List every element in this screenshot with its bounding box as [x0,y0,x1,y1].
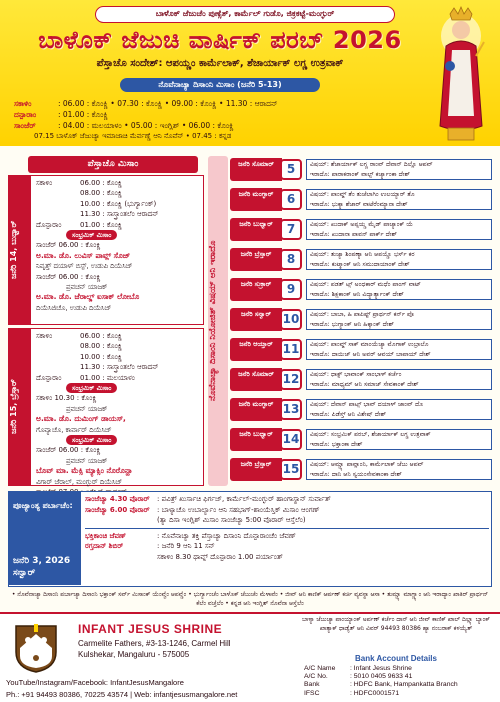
novena-day-5: ಜನೆರಿ ಸೊಮಾರ್ 5 ವಿಷಯ್: ಶೆಜಾರ್ಯಾಕ್ ಲಗ್ಣ ರಾಂವ್ ದೆವಾನ್ ದಿಲ್ಲೊ ಆಪವ್ ಇರಾದೊ: ಪಾರಾಕರಾಂಕ್ ವಾಲ್ಟ್ ಕರ್ಚ್ಯಾಂಕಾ ದೇಶ್ [230,158,492,181]
shrine-name: INFANT JESUS SHRINE [78,622,223,636]
conclusion-date: ಜನೆರಿ 3, 2026 ಸನ್ವಾರ್ [13,556,71,578]
mass-row: ಸಕಾಳಿಂ 10.30 : ಕೊಂಕ್ಣಿ [36,394,97,403]
mass-row: 11.30 : ಸಾಸ್ತ್ರಾಂತಲೆಂ ಆರಾದನ್ [80,210,159,219]
mass-row: ಸಾಂಜೆರ್ 06.00 : ಕೊಂಕ್ಣಿ [36,272,101,281]
celebrant-name: ಬೊವ್ ಮಾ. ಮೆಕ್ಸಿ ಮ್ಯಾಕ್ಸಿಂ ನೊರೊನ್ಹಾ [36,466,133,476]
conclusion-row: (ತ್ಯಾ ದಿಸಾ ಇಂಗ್ಲಿಶ್ ಮಿಸಾಂ ಸಾಂಜೆಚ್ಯಾ 5:00 ವೊರಾರ್ ಆಸ್ತೆಲೆಂ) [157,516,306,524]
celebrant-role: ನಿವೃತ್ತ್ ದಯಾಳ್ ಬಿಸ್ಪ್, ಉಡುಪಿ ದಿಯೆಸಿಜ್ [36,262,133,271]
contact-info: Ph.: +91 94493 80386, 70225 43574 | Web: infantjesusmangalore.net [6,690,238,699]
mass-row: 08.00 : ಕೊಂಕ್ಣಿ [80,342,123,351]
novena-day-7: ಜನೆರಿ ಬುಧ್ವಾರ್ 7 ವಿಷಯ್: ಖುದಾಕ್ ಅಪ್ಪಯ್ಣ ಮೈಡ್ ಪಾಚ್ಯಾಂಕ್ ಯೆ ಇರಾದೊ: ಖುದಾನಾ ಪಾವನ್ ಪಾರ್ಕ್ ದೇಶ್ [230,218,492,241]
conclusion-row: ರಗ್ತದಾನ್ ಶಿಬಿರ್ : ಜನೆರಿ 9 ಆನಿ 11 ಸನ್ [85,542,215,550]
schedule-row: ಸಾಂಜೆರ್ : 04.00 : ಮಲಯಾಳಂ • 05.00 : ಇಂಗ್ಲಿಶ್ • 06.00 : ಕೊಂಕ್ಣಿ [14,121,234,130]
preacher-label: ಪ್ರವಚನ್ ಯಾಜಕ್ [66,456,108,465]
mass-row: ದೊನ್ಪಾರಾಂ 01.00 : ಕೊಂಕ್ಣಿ [36,220,123,229]
conclusion-box [8,491,492,587]
solemn-mass-badge: ಸಂಭ್ರಮಿಕ್ ಮಿಸಾಂ [66,383,117,393]
solemn-mass-badge: ಸಂಭ್ರಮಿಕ್ ಮಿಸಾಂ [66,230,117,240]
feast-day-label: ಜನೆರಿ 15, ಬ್ರೆಸ್ತಾರ್ [9,329,31,485]
shrine-address: Carmelite Fathers, #3-13-1246, Carmel Hill Kulshekar, Mangaluru - 575005 [78,639,231,659]
celebrant-role: ದಿಯೆಸಿಜಿಚೊ, ಉಡುಪಿ ದಿಯೆಸಿಜ್ [36,303,112,312]
schedule-row: ಸಕಾಳಿಂ : 06.00 : ಕೊಂಕ್ಣಿ • 07.30 : ಕೊಂಕ್ಣಿ • 09.00 : ಕೊಂಕ್ಣಿ • 11.30 : ಆರಾದನ್ [14,99,278,108]
schedule-extra: 07.15 ಬಾಳೊಕ್ ಜೆಜುಚ್ಯಾ ಇಮಾಜಾಚಿ ಮೆರ್ವಣ್ಣೆ ಆನಿ ನೊವೆನ್ • 07.45 : ಕನ್ನಡ [34,132,232,140]
feast-theme: ಪೆಸ್ತಾಚೊ ಸಂದೇಶ್: ಆಪಯ್ಣಂ ಕಾರ್ಮೆಲಾಕ್, ಶೆಜಾರ್ಯಾಕ್ ಲಗ್ಣ ಉತ್ರವಾಕ್ [96,58,344,69]
celebrant-name: ಅ.ಮಾ. ಡೊ. ದುಮಿಂಗ್ ಡಾಯಸ್, [36,414,126,424]
novena-day-11: ಜನೆರಿ ಆಯ್ತಾರ್ 11 ವಿಷಯ್: ಪಾಂವ್ಡ್ ಸಾಕ್ ಮಾಂಯೆಚ್ಯಾ ಮೊಗಾಕ್ ಉಬ್ರಾಲೊ ಇರಾದೊ: ದಾಯಿಜ್ ಆನಿ ಅವರ್ ಆವಯ್ ಬಾಪಾಯ್ ದೇಶ್ [230,338,492,361]
mass-row: ಸಕಾಳಿಂ 06.00 : ಕೊಂಕ್ಣಿ [36,179,123,187]
feast-day-15 [8,328,204,486]
mass-row: 10.00 : ಕೊಂಕ್ಣಿ (ಭುರ್ಗ್ಯಾಂಕ್) [80,199,157,208]
bank-details [304,665,458,698]
novena-day-10: ಜನೆರಿ ಸನ್ವಾರ್ 10 ವಿಷಯ್: ಬಾಬಾ, ಹಿ ಪಾಪಿಷ್ಟ್ ಪ್ರಾರ್ಥನ್ ಕರ್ನ್ ಪೊ ಇರಾದೊ: ಭುಗ್ಯಾಂಕ್ ಆನಿ ಹಿಕ್ಕಾಂಕ್ ದೇಶ್ [230,308,492,331]
feast-day-14 [8,175,204,325]
novena-day-14: ಜನೆರಿ ಬುಧ್ವಾರ್ 14 ವಿಷಯ್: ಸಂಭ್ರಮಿಕ್ ಪರಬ್, ಶೆಜಾರ್ಯಾಕ್ ಲಗ್ಣ ಉತ್ರವಾಕ್ ಇರಾದೊ: ಭಕ್ತಾಂಕಾ ದೇಶ್ [230,428,492,451]
poster-title: ಬಾಳೊಕ್ ಜೆಜುಚಿ ವಾರ್ಷಿಕ್ ಪರಬ್ 2026 [38,26,402,54]
novena-day-15: ಜನೆರಿ ಬ್ರೆಸ್ತಾರ್ 15 ವಿಷಯ್: ಆಮ್ಚ್ಯಾ ಪಾವ್ಲಾಂನಿ, ಕಾರ್ಮೆಲಾಕ್ ಜೆಜು ಆಪವ್ ಇರಾದೊ: ದಾನಿ ಆನಿ ಸ್ವಯಂಸೇವಕಾಂಕಾ ದೇಶ್ [230,458,492,481]
novena-schedule [14,98,434,142]
notes-text: • ನೊವೆನಾಚ್ಯಾ ದಿಸಾಂನಿ ಪರ್ಬಾಚ್ಯಾ ದಿಸಾಂನಿ ಭಕ್ತಾಂಕ್ ಸರ್ವ್ ಮಿಸಾಂಕ್ ಯೆಂವ್ಚೆಂ ಆಪವ್ಣೆಂ • ಭುರ್ಗ್ಯಾಂಚೆಂ ಬಾಳೊಕ್ ಜೆಜುಚೆಂ ಮೆಳಾವೆಂ • ಜೀವ್ ಆನಿ ಕಾಣಿಕ್ ಆರ್ಪಣ್ ಕರ್ಚಿ ವ್ಯವಸ್ಥಾ ಆಸಾ • ತುಮ್ಚ್ಯಾ ಮಾಗ್ಣ್ಯಾಂ ಆನಿ ಇರಾದ್ಯಾಂ ಖಾತಿರ್ ಪ್ರಾರ್ಥನ್ ಕೆಲೆಂ ವಚ್ತೆಲೆಂ • ಕನ್ನಡ ಆನಿ ಇಂಗ್ಲಿಶ್ ನೊವೆನಾ ಆಸ್ತೆಲೆಂ [11,591,489,607]
mass-row: ಸಕಾಳಿಂ 06.00 : ಕೊಂಕ್ಣಿ [36,332,123,340]
mass-row: 10.00 : ಕೊಂಕ್ಣಿ [80,352,123,361]
donation-note: ಬಾಳ್ಯಾ ಜೆಜುಚ್ಯಾ ಪಾಂಯ್ಯಾಂಕ್ ಅರ್ಪಣ್ ಕರ್ಚೆಂ ದಾನ್ ಆನಿ ಜೀವ್ ಕಾಣಿಕ್ ಖಾಲ್ ದಿಲ್ಲ್ಯಾ ಬ್ಯಾಂಕ್ ಖಾತ್ಯಾಕ್ ಧಾಡ್ಯೆತ್ ಆನಿ ವಿವರ್ 94493 80386 ಹ್ಯಾ ನಂಬರಾಕ್ ಕಳಯ್ಯೆತ್ [302,616,490,632]
feast-mass-heading: ಪೆಸ್ತಾಚೊ ಮಿಸಾಂ [28,156,198,173]
solemn-mass-badge: ಸಂಭ್ರಮಿಕ್ ಮಿಸಾಂ [66,435,117,445]
feast-day-label: ಜನೆರಿ 14, ಬುಧ್ವಾರ್ [9,176,31,324]
celebrant-name: ಅ.ಮಾ. ಡೊ. ಜೆರಾಲ್ಡ್ ಐಸಾಕ್ ಲೋಬೊ [36,292,140,302]
novena-day-12: ಜನೆರಿ ಸೊಮಾರ್ 12 ವಿಷಯ್: ಧಾಕ್ಟ್ ಭಾವಾಂಕ್ ಸಾಂಭಾಳ್ ಕರ್ಚೆಂ ಇರಾದೊ: ಮಾಧ್ಯಮ್ ಆನಿ ಸಮಾಜ್ ಸೇವಕಾಂಕ್ ದೇಶ್ [230,368,492,391]
novena-mass-band: ನೊವೆನಾಚ್ಯಾ ದಿಸಾಂನಿ ಮಿಸಾಂ (ಜನೆರಿ 5-13) [120,78,320,92]
celebrant-role: ವಿಗಾರ್ ಜೆರಾಲ್, ಮಂಗ್ಳುರ್ ದಿಯೆಸಿಜ್ [36,477,123,486]
novena-day-8: ಜನೆರಿ ಬ್ರೆಸ್ತಾರ್ 8 ವಿಷಯ್: ತುಜ್ಯಾ ಶಿಂಪಣ್ಯಾ ಆನಿ ಆಪಯ್ಣೊ ಭರ್ಸ್ ಕರ ಇರಾದೊ: ಕುಟ್ಮಾಂಕ್ ಆನಿ ಸಮುದಾಯಾಂಕ್ ದೇಶ್ [230,248,492,271]
divider [85,528,489,529]
novena-day-13: ಜನೆರಿ ಮಂಗ್ಳಾರ್ 13 ವಿಷಯ್: ದೆವಾನ್ ಪಾಟ್ಸ್ ಭಾವ್ ದಯಾಳ್ ಜಾಂವ್ ದೊ ಇರಾದೊ: ಪಿಡೆಸ್ತ್ ಆನಿ ವಿಶೇಷ್ ದೇಶ್ [230,398,492,421]
schedule-row: ದನ್ಪಾರಾಂ : 01.00 : ಕೊಂಕ್ಣಿ [14,110,109,119]
conclusion-row: ಸಕಾಳಿಂ 8.30 ಥಾವ್ನ್ ದೊನ್ಪಾರಾಂ 1.00 ಪರ್ಯಾಂತ್ [157,552,283,561]
carmel-logo-icon [10,622,62,674]
infant-jesus-statue-icon [428,6,494,144]
bank-row: Bank : HDFC Bank, Hampankatta Branch [304,681,458,689]
bank-row: IFSC : HDFC0001571 [304,689,400,697]
novena-day-9: ಜನೆರಿ ಸುಕ್ರಾರ್ 9 ವಿಷಯ್: ಪಡತ್ ಟ್ಸ್ ಅಂಧಕಾರ್ ಮಧೆಂ ಪಾಂಗ್ ವಾಟ್ ಇರಾದೊ: ಶಿಕ್ಷಕಾಂಕ್ ಆನಿ ವಿದ್ಯಾರ್ತ್ಯಾಂಕ್ ದೇಶ್ [230,278,492,301]
bank-row: A/C No. : 5010 0405 9633 41 [304,673,413,681]
novena-day-6: ಜನೆರಿ ಮಂಗ್ಳಾರ್ 6 ವಿಷಯ್: ಪಾಂವ್ಡ್ ತೆಂ ತುಜೆಲಾಗಿಂ ಉಲಯ್ಯಾರ್ ತೊ ಇರಾದೊ: ಭುಕ್ಯಾ ಶೆಜಾರ್ ವಾಟೆರೆಂಮ್ಯಾನಾ ದೇಶ್ [230,188,492,211]
preacher-label: ಪ್ರವಚನ್ ಯಾಜಕ್ [66,404,108,413]
mass-row: 08.00 : ಕೊಂಕ್ಣಿ [80,189,123,198]
footer [0,612,500,702]
conclusion-row: ಸಾಂಜೆಚ್ಯಾ 4.30 ವೊರಾರ್ : ಪವಿತ್ರ್ ಖುರ್ಸಾಚಿ ಫಿರ್ಗಜ್, ಕಾರ್ಮೆಲ್-ಮಂಗ್ಳುರ್ ಹಾಂಗಾಸ್ಥಾನ್ ಸುರ್ವಾತ್ [85,495,331,503]
mass-row: 11.30 : ಸಾಸ್ತ್ರಾಂತಲೆಂ ಆರಾದನ್ [80,363,159,372]
mass-row: ಸಾಂಜೆರ್ 06.00 : ಕೊಂಕ್ಣಿ [36,446,101,455]
preacher-label: ಪ್ರವಚನ್ ಯಾಜಕ್ [66,283,108,292]
bank-title: Bank Account Details [355,654,437,663]
conclusion-heading: ಪೂಜ್ಯಾಂತ್ಯ ಪರ್ಬಾಚೆಂ: ಜನೆರಿ 3, 2026 ಸನ್ವಾರ್ [9,492,81,585]
conclusion-row: ಭಕ್ತಿಕಾಂಚಿ ಜೆವಣ್ : ನೊವೆನಾಚ್ಯಾ ತಕ್ತಿ ಪೆಸ್ತಾಚ್ಯಾ ದಿಸಾಂನಿ ದೊನ್ಪಾರಾಂಚೆಂ ಜೆವಣ್ [85,531,296,540]
celebrant-name: ಅ.ಮಾ. ಡೊ. ಲುವಿಸ್ ಪಾವ್ಲ್ ಸೊಜ್ [36,250,131,260]
poster-header [0,0,500,146]
novena-themes-banner: ನೊವೆನಾಚ್ಯಾ ದಿಸಾಂನಿ ನಿಯೋಜಿತ್ ವಿಷಯ್ ಆನಿ ಇರಾದೊ [208,156,228,486]
conclusion-row: ಸಾಂಜೆಚ್ಯಾ 6.00 ವೊರಾರ್ : ಬಾಳ್ಯಾಚೊ ಉಬಾರ್ಲ್ಯಾಂ ಆನಿ ಸಹಭಾಗ್-ಶಾಂಯೆಸ್ತಿಕ್ ಮಿಸಾಂ ಆಂಗಣ್ [85,505,320,514]
mass-row: ಸಾಂಜೆರ್ 06.00 : ಕೊಂಕ್ಣಿ [36,241,101,250]
mass-row: ದೊನ್ಪಾರಾಂ 01.00 : ಮಲಯಾಳಂ [36,373,135,382]
bank-row: A/C Name : Infant Jesus Shrine [304,665,412,672]
celebrant-role: ಗೊವ್ಯಾಚೊ, ಕಾರ್ವಾರ್ ದಿಯೆಸಿಜ್ [36,425,112,434]
social-handles: YouTube/Instagram/Facebook: InfantJesusMangalore [6,678,184,687]
shrine-strip: ಬಾಳೊಕ್ ಜೆಜುಚೆಂ ಪುಣ್ಸೆತ್, ಕಾರ್ಮೆಲ್ ಗುಡೊ, ಜಿಕ್ರಕಟ್ಟೆ-ಮಂಗ್ಳುರ್ [95,6,395,23]
